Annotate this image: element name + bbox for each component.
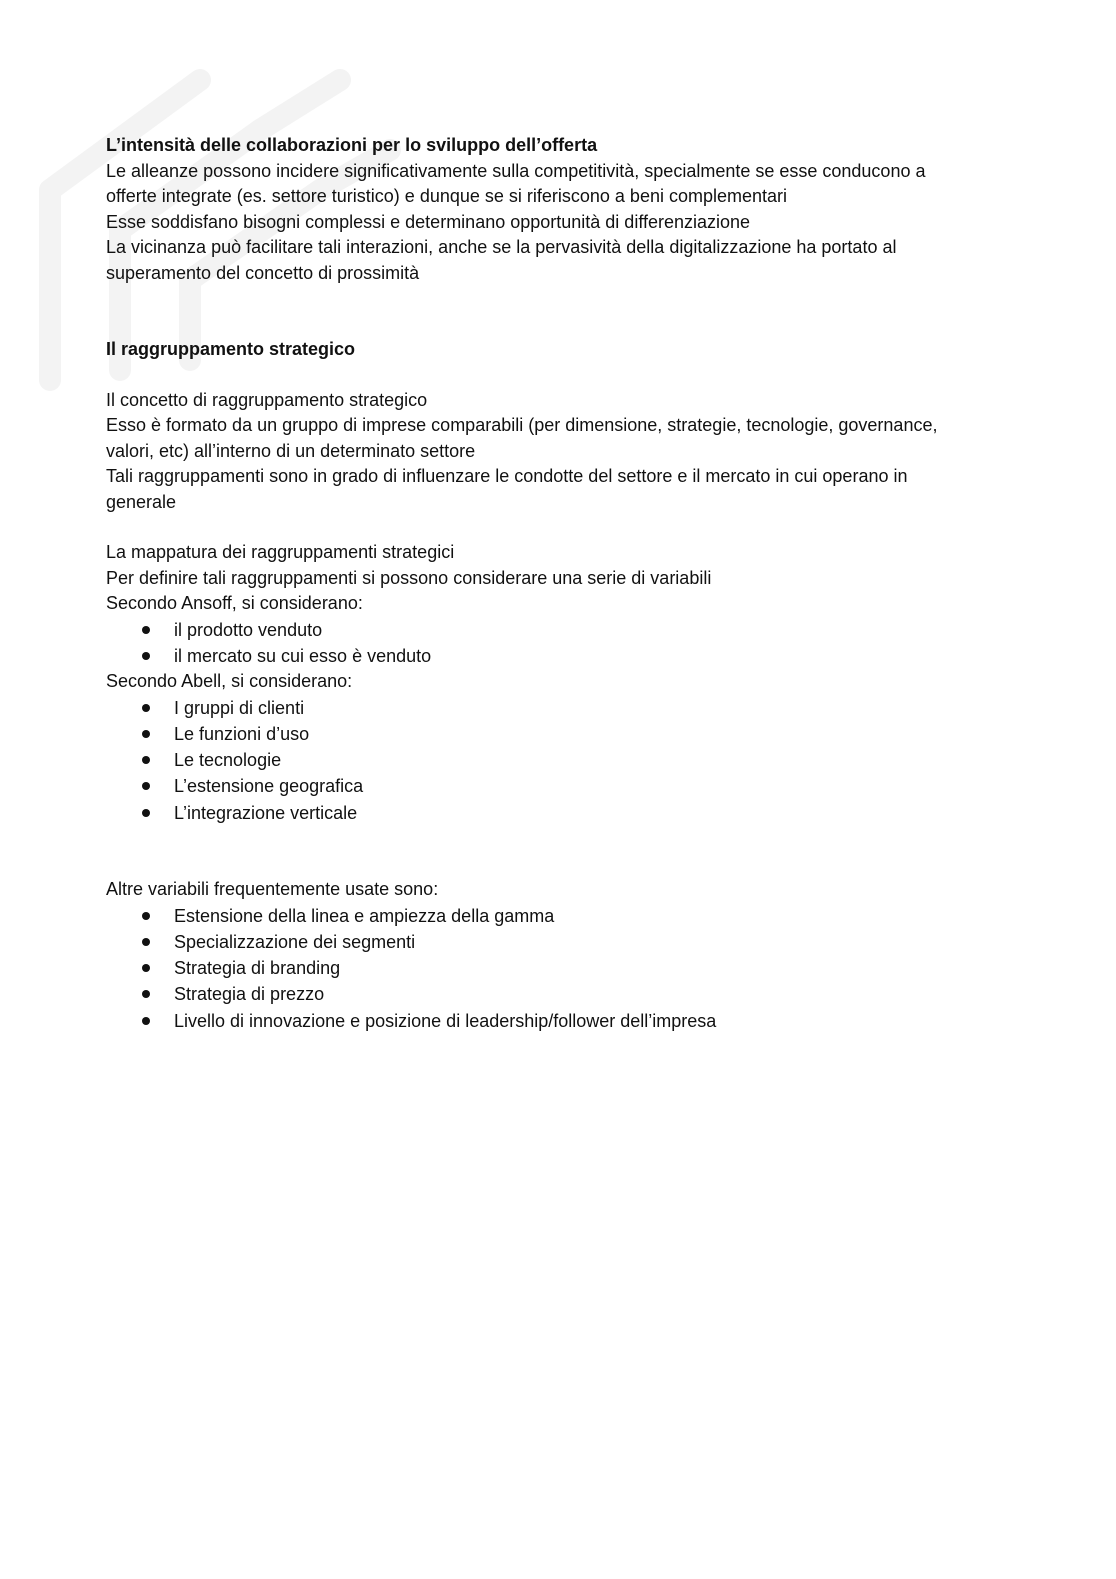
list-item: Strategia di branding (174, 955, 1006, 981)
bullet-icon (142, 964, 150, 972)
bullet-icon (142, 626, 150, 634)
body-text-line: Le alleanze possono incidere significativamente sulla competitività, specialmente se esse conducono a (106, 160, 926, 181)
body-text-line: Altre variabili frequentemente usate sono: (106, 879, 439, 900)
body-text-line: offerte integrate (es. settore turistico) e dunque se si riferiscono a beni complementari (106, 186, 788, 206)
bullet-icon (142, 730, 150, 738)
body-text-line: Tali raggruppamenti sono in grado di influenzare le condotte del settore e il mercato in cui operano in (106, 466, 908, 486)
bullet-icon (142, 912, 150, 920)
body-text-line: Per definire tali raggruppamenti si possono considerare una serie di variabili (106, 567, 712, 588)
list-item: L’integrazione verticale (174, 800, 1006, 826)
bullet-icon (142, 990, 150, 998)
body-text-line: Il concetto di raggruppamento strategico (106, 389, 428, 410)
body-text-line: Esso è formato da un gruppo di imprese comparabili (per dimensione, strategie, tecnologie, governance, (106, 415, 938, 435)
list-item: Le funzioni d’uso (174, 721, 1006, 747)
body-text-line: superamento del concetto di prossimità (106, 262, 420, 283)
body-text-line: Esse soddisfano bisogni complessi e determinano opportunità di differenziazione (106, 211, 751, 232)
list-item: il mercato su cui esso è venduto (174, 643, 1006, 669)
list-item: I gruppi di clienti (174, 695, 1006, 721)
spacer (106, 286, 1006, 337)
body-text-line: valori, etc) all’interno di un determinato settore (106, 440, 476, 461)
list-item: Specializzazione dei segmenti (174, 929, 1006, 955)
list-item: Le tecnologie (174, 747, 1006, 773)
bullet-icon (142, 756, 150, 764)
bullet-icon (142, 782, 150, 790)
spacer (106, 363, 1006, 388)
body-text-line: generale (106, 491, 177, 512)
other-variables-list (106, 903, 1006, 1034)
list-item: Estensione della linea e ampiezza della gamma (174, 903, 1006, 929)
list-item: L’estensione geografica (174, 773, 1006, 799)
bullet-icon (142, 652, 150, 660)
bullet-icon (142, 1017, 150, 1025)
body-text-line: La vicinanza può facilitare tali interazioni, anche se la pervasività della digitalizzazione ha portato al (106, 237, 897, 257)
bullet-icon (142, 938, 150, 946)
list-item: Livello di innovazione e posizione di leadership/follower dell’impresa (174, 1008, 1006, 1034)
bullet-icon (142, 704, 150, 712)
ansoff-list (106, 617, 1006, 670)
spacer (106, 826, 1006, 877)
list-item: Strategia di prezzo (174, 981, 1006, 1007)
section-heading-collaborations: L’intensità delle collaborazioni per lo sviluppo dell’offerta (106, 135, 598, 155)
body-text-line: La mappatura dei raggruppamenti strategici (106, 542, 455, 562)
abell-list (106, 695, 1006, 826)
spacer (106, 515, 1006, 540)
body-text-line: Secondo Ansoff, si considerano: (106, 593, 363, 613)
bullet-icon (142, 809, 150, 817)
body-text-line: Secondo Abell, si considerano: (106, 671, 353, 692)
section-heading-strategic-group: Il raggruppamento strategico (106, 339, 356, 359)
list-item: il prodotto venduto (174, 617, 1006, 643)
document-content (106, 133, 1006, 1034)
